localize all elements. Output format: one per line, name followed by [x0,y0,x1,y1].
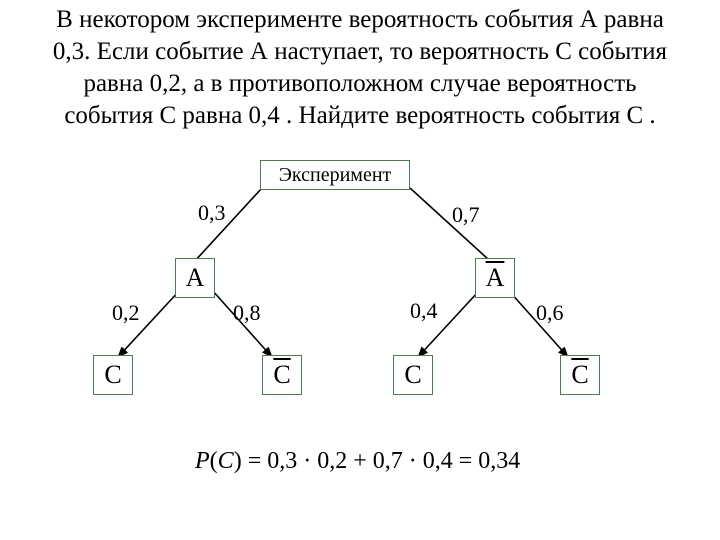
formula-arg: C [217,448,234,474]
problem-line-2: 0,3. Если событие А наступает, то вероятность С события [52,38,668,65]
node-a-label: A [185,263,205,292]
leaf-not-c-1 [262,355,302,395]
prob-not-a: 0,7 [452,202,480,227]
leaf-not-c-2 [560,355,600,395]
problem-line-4: события С равна 0,4 . Найдите вероятность события С . [64,102,656,129]
leaf-c-2 [393,355,433,395]
prob-not-c-given-not-a: 0,6 [536,300,564,325]
prob-c-given-a: 0,2 [112,300,140,325]
leaf-c-1 [93,355,133,395]
problem-line-3: равна 0,2, а в противоположном случае вероятность [83,70,637,97]
root-node: Эксперимент [260,160,410,190]
problem-line-1: В некотором эксперименте вероятность события А равна [56,6,664,33]
answer-formula: P(C) = 0,3 · 0,2 + 0,7 · 0,4 = 0,34 [195,448,521,474]
leaf-c-2-label: C [404,360,422,389]
leaf-not-c-1-label: $\overline{C}$ [273,360,291,389]
node-not-a [475,258,515,298]
node-not-a-label: $\overline{A}$ [485,263,505,292]
formula-fn: P [195,448,210,474]
leaf-not-c-2-label: $\overline{C}$ [571,360,589,389]
prob-a: 0,3 [198,200,226,225]
prob-c-given-not-a: 0,4 [410,298,438,323]
prob-not-c-given-a: 0,8 [233,300,261,325]
node-a [175,258,215,298]
formula-rhs: = 0,3 · 0,2 + 0,7 · 0,4 = 0,34 [241,448,521,474]
leaf-c-1-label: C [104,360,122,389]
